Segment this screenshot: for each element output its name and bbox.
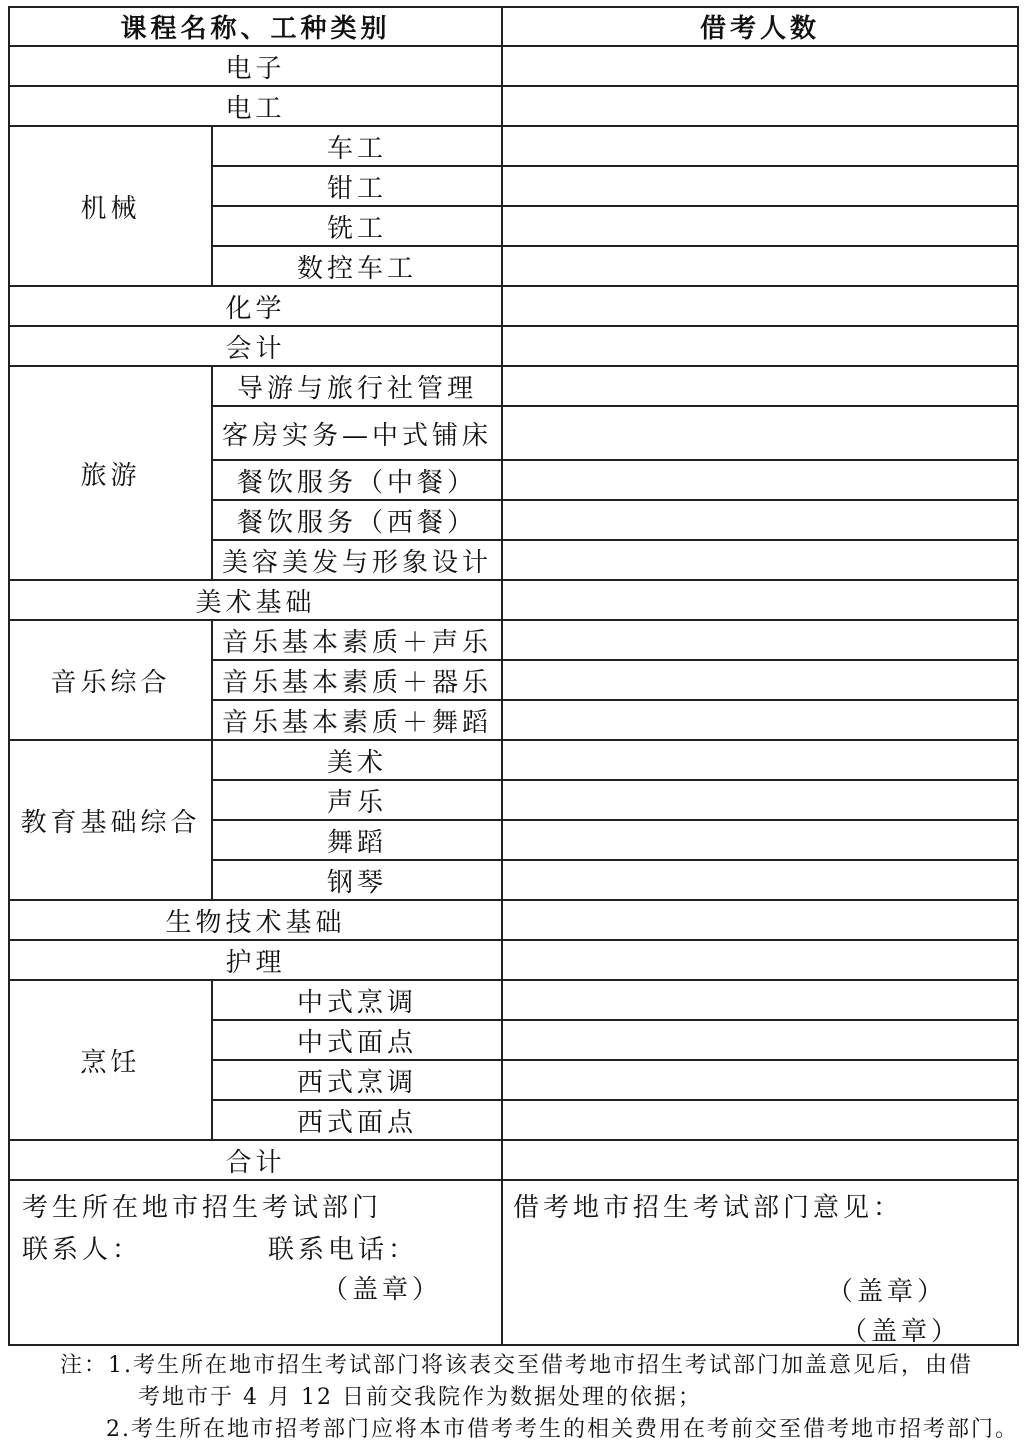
group-label-lvyou: 旅游 [9, 366, 212, 580]
note-line-3: 2.考生所在地市招考部门应将本市借考考生的相关费用在考前交至借考地市招考部门。 [106, 1417, 1019, 1442]
row-label-meirong: 美容美发与形象设计 [212, 540, 502, 580]
count-cell-kuaiji[interactable] [502, 326, 1018, 366]
row-label-kefang: 客房实务—中式铺床 [212, 406, 502, 460]
note-line-1: 注：1.考生所在地市招生考试部门将该表交至借考地市招生考试部门加盖意见后，由借 [60, 1353, 973, 1378]
header-count: 借考人数 [502, 7, 1018, 46]
row-label-huli: 护理 [9, 940, 502, 980]
count-cell-yinyue-wudao[interactable] [502, 700, 1018, 740]
count-cell-meishu-jichu[interactable] [502, 580, 1018, 620]
count-cell-pr-xishi-md[interactable] [502, 1100, 1018, 1140]
group-label-yinyue: 音乐综合 [9, 620, 212, 740]
row-label-xigong: 铣工 [212, 206, 502, 246]
count-cell-huaxue[interactable] [502, 286, 1018, 326]
count-cell-jy-shengyue[interactable] [502, 780, 1018, 820]
row-label-diangong: 电工 [9, 86, 502, 126]
contact-person-label: 联系人： [22, 1235, 143, 1265]
count-cell-meirong[interactable] [502, 540, 1018, 580]
row-label-yinyue-wudao: 音乐基本素质＋舞蹈 [212, 700, 502, 740]
count-cell-pr-zhongshi-md[interactable] [502, 1020, 1018, 1060]
count-cell-daoyou[interactable] [502, 366, 1018, 406]
row-label-canyin-zhong: 餐饮服务（中餐） [212, 460, 502, 500]
row-label-huaxue: 化学 [9, 286, 502, 326]
row-label-kuaiji: 会计 [9, 326, 502, 366]
count-cell-yinyue-shengyue[interactable] [502, 620, 1018, 660]
count-cell-xigong[interactable] [502, 206, 1018, 246]
count-cell-pr-xishi-pt[interactable] [502, 1060, 1018, 1100]
row-label-yinyue-qiyue: 音乐基本素质＋器乐 [212, 660, 502, 700]
row-label-yinyue-shengyue: 音乐基本素质＋声乐 [212, 620, 502, 660]
row-label-pr-zhongshi-md: 中式面点 [212, 1020, 502, 1060]
contact-phone-label: 联系电话： [268, 1235, 419, 1265]
group-label-jiaoyu: 教育基础综合 [9, 740, 212, 900]
row-label-pr-xishi-pt: 西式烹调 [212, 1060, 502, 1100]
host-seal-label-1: （盖章） [827, 1277, 948, 1307]
count-cell-diangong[interactable] [502, 86, 1018, 126]
count-cell-qiangong[interactable] [502, 166, 1018, 206]
note-line-2: 考地市于 4 月 12 日前交我院作为数据处理的依据； [138, 1385, 702, 1410]
header-course: 课程名称、工种类别 [9, 7, 502, 46]
origin-seal-label: （盖章） [322, 1275, 443, 1305]
count-cell-shengwu[interactable] [502, 900, 1018, 940]
host-seal-label-2: （盖章） [841, 1317, 962, 1345]
notes-section [60, 1350, 1019, 1446]
count-cell-dianzi[interactable] [502, 46, 1018, 86]
row-label-jy-wudao: 舞蹈 [212, 820, 502, 860]
row-label-dianzi: 电子 [9, 46, 502, 86]
row-label-canyin-xi: 餐饮服务（西餐） [212, 500, 502, 540]
row-label-pr-zhongshi-pt: 中式烹调 [212, 980, 502, 1020]
count-cell-heji[interactable] [502, 1140, 1018, 1180]
host-department-opinion[interactable] [502, 1180, 1018, 1345]
group-label-pengren: 烹饪 [9, 980, 212, 1140]
host-department-title: 借考地市招生考试部门意见： [513, 1193, 904, 1223]
row-label-jy-shengyue: 声乐 [212, 780, 502, 820]
origin-department-signature[interactable] [9, 1180, 502, 1345]
count-cell-kefang[interactable] [502, 406, 1018, 460]
count-cell-jy-meishu[interactable] [502, 740, 1018, 780]
row-label-qiangong: 钳工 [212, 166, 502, 206]
row-label-jy-meishu: 美术 [212, 740, 502, 780]
row-label-pr-xishi-md: 西式面点 [212, 1100, 502, 1140]
row-label-jy-gangqin: 钢琴 [212, 860, 502, 900]
row-label-shukong: 数控车工 [212, 246, 502, 286]
enrollment-table [8, 6, 1019, 1346]
count-cell-jy-wudao[interactable] [502, 820, 1018, 860]
row-label-heji: 合计 [9, 1140, 502, 1180]
origin-department-title: 考生所在地市招生考试部门 [22, 1193, 383, 1223]
count-cell-canyin-xi[interactable] [502, 500, 1018, 540]
row-label-meishu-jichu: 美术基础 [9, 580, 502, 620]
count-cell-pr-zhongshi-pt[interactable] [502, 980, 1018, 1020]
count-cell-huli[interactable] [502, 940, 1018, 980]
group-label-jixie: 机械 [9, 126, 212, 286]
count-cell-jy-gangqin[interactable] [502, 860, 1018, 900]
count-cell-shukong[interactable] [502, 246, 1018, 286]
row-label-shengwu: 生物技术基础 [9, 900, 502, 940]
row-label-daoyou: 导游与旅行社管理 [212, 366, 502, 406]
row-label-chegong: 车工 [212, 126, 502, 166]
count-cell-canyin-zhong[interactable] [502, 460, 1018, 500]
count-cell-yinyue-qiyue[interactable] [502, 660, 1018, 700]
count-cell-chegong[interactable] [502, 126, 1018, 166]
